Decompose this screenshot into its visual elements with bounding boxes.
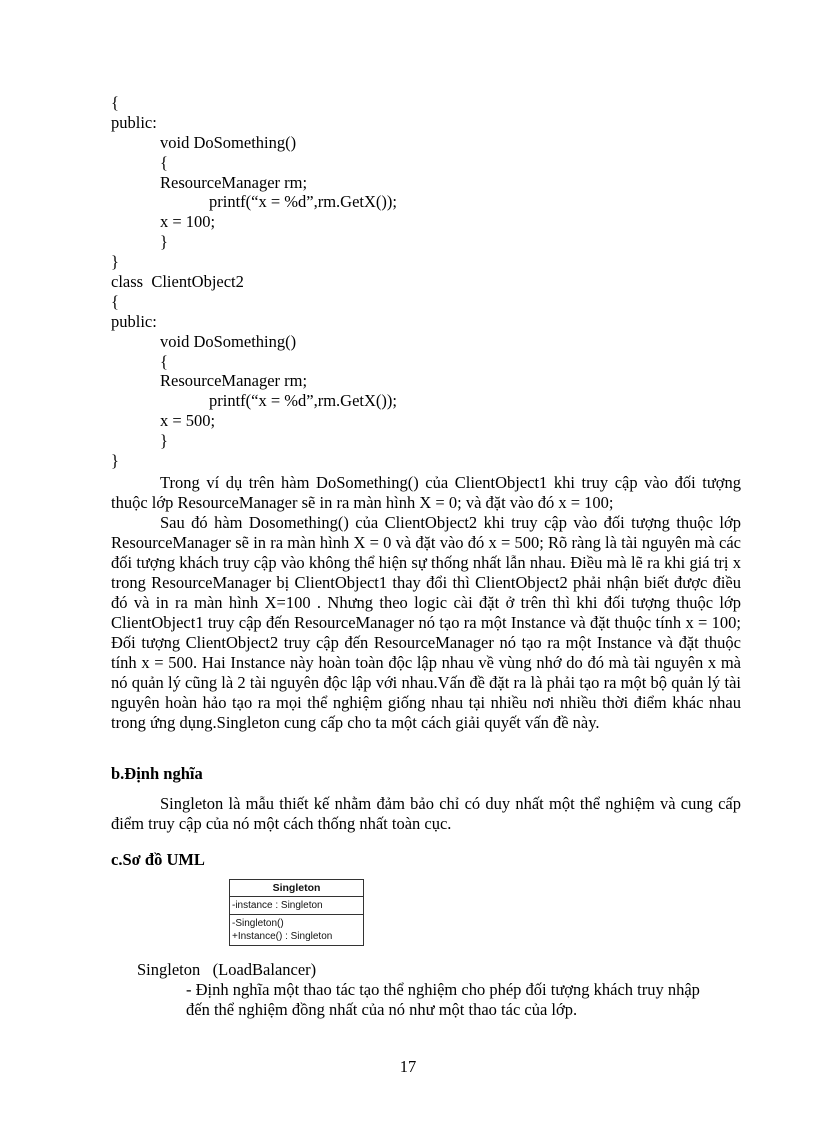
definition-text: Singleton là mẫu thiết kế nhằm đảm bảo chỉ có duy nhất một thể nghiệm và cung cấp điểm truy cập của nó một cách thống nhất toàn cục.: [111, 794, 741, 833]
code-line: {: [111, 93, 119, 112]
code-listing: [111, 93, 751, 471]
code-line: }: [111, 252, 119, 272]
code-line: x = 500;: [160, 411, 216, 431]
code-line: x = 100;: [160, 212, 216, 232]
code-line: ResourceManager rm;: [160, 172, 308, 192]
code-line: printf(“x = %d”,rm.GetX());: [209, 391, 397, 411]
code-line: }: [111, 451, 119, 471]
uml-attributes: [230, 897, 363, 915]
code-line: public:: [111, 112, 157, 132]
page-number: 17: [399, 1057, 417, 1076]
uml-operation: -Singleton(): [232, 918, 284, 929]
code-line: {: [111, 291, 119, 311]
code-line: printf(“x = %d”,rm.GetX());: [209, 192, 397, 212]
uml-class-diagram: [229, 879, 364, 946]
code-line: {: [160, 351, 168, 371]
uml-operation: +Instance() : Singleton: [232, 931, 333, 942]
code-line: }: [160, 232, 168, 252]
code-line: void DoSomething(): [160, 331, 297, 351]
code-line: ResourceManager rm;: [160, 371, 308, 391]
code-line: void DoSomething(): [160, 132, 297, 152]
definition-heading: b.Định nghĩa: [111, 764, 203, 783]
uml-class-name: Singleton: [230, 880, 363, 897]
code-line: {: [160, 152, 168, 172]
explanation-paragraphs: [111, 473, 741, 733]
participant-description: - Định nghĩa một thao tác tạo thể nghiệm cho phép đối tượng khách truy nhập đến thể nghiệm đồng nhất của nó như một thao tác của lớp.: [186, 980, 700, 1019]
uml-heading: c.Sơ đồ UML: [111, 850, 205, 869]
paragraph-1: Trong ví dụ trên hàm DoSomething() của ClientObject1 khi truy cập vào đối tượng thuộc lớp ResourceManager sẽ in ra màn hình X = 0; và đặt vào đó x = 100;: [111, 473, 741, 512]
code-line: class ClientObject2: [111, 272, 244, 292]
uml-operations: [230, 915, 363, 945]
code-line: public:: [111, 311, 157, 331]
code-line: }: [160, 431, 168, 451]
uml-attribute: -instance : Singleton: [232, 900, 323, 911]
participant-name: Singleton (LoadBalancer): [137, 960, 317, 979]
paragraph-2: Sau đó hàm Dosomething() của ClientObject2 khi truy cập vào đối tượng thuộc lớp ResourceManager sẽ in ra màn hình X = 0 và đặt vào đó x = 500; Rõ ràng là tài nguyên mà các đối tượng khách truy cập vào không thể hiện sự thống nhất lẫn nhau. Điều mà lẽ ra khi giá trị x trong ResourceManager bị ClientObject1 thay đổi thì ClientObject2 phải nhận biết được điều đó và in ra màn hình X=100 . Nhưng theo logic cài đặt ở trên thì khi đối tượng thuộc lớp ClientObject1 truy cập đến ResourceManager nó tạo ra một Instance và đặt thuộc tính x = 100; Đối tượng ClientObject2 truy cập đến ResourceManager nó tạo ra một Instance và đặt thuộc tính x = 500. Hai Instance này hoàn toàn độc lập nhau về vùng nhớ do đó mà tài nguyên x mà nó quản lý cũng là 2 tài nguyên độc lập với nhau.Vấn đề đặt ra là phải tạo ra một bộ quản lý tài nguyên hoàn hảo tạo ra mọi thể nghiệm giống nhau tại nhiều nơi nhiều thời điểm khác nhau trong ứng dụng.Singleton cung cấp cho ta một cách giải quyết vấn đề này.: [111, 513, 741, 732]
